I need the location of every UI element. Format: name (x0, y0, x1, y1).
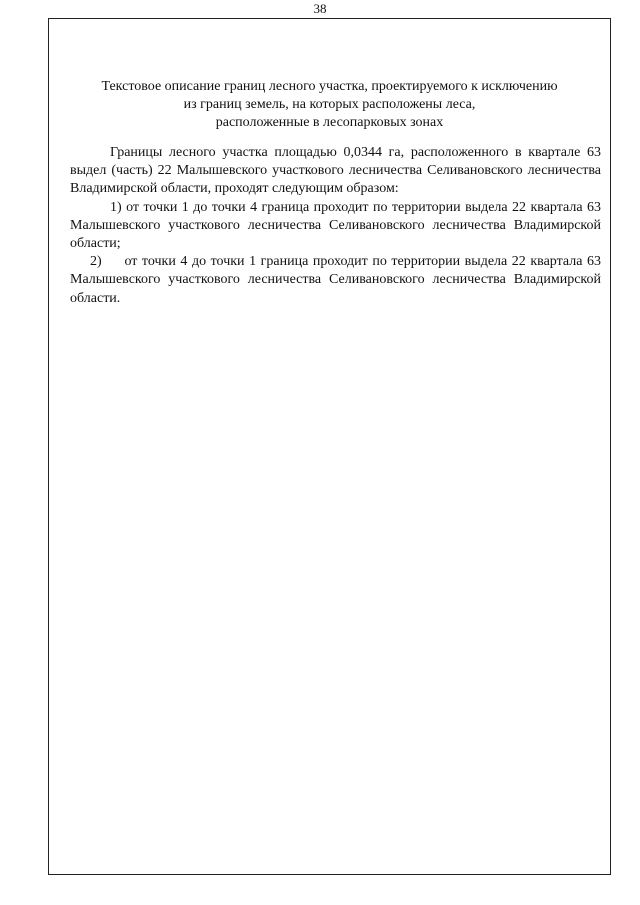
document-body (70, 144, 601, 308)
heading-line-3: расположенные в лесопарковых зонах (215, 115, 444, 130)
page-number: 38 (313, 1, 327, 16)
heading-line-2: из границ земель, на которых расположены леса, (183, 97, 476, 112)
intro-paragraph: Границы лесного участка площадью 0,0344 га, расположенного в квартале 63 выдел (часть) 22 Малышевского участкового лесничества Селивановского лесничества Владимирской области, проходят следующим образом: (70, 145, 601, 197)
document-heading (48, 78, 611, 132)
heading-line-1: Текстовое описание границ лесного участка, проектируемого к исключению (101, 79, 558, 94)
boundary-item-1: 1) от точки 1 до точки 4 граница проходит по территории выдела 22 квартала 63 Малышевского участкового лесничества Селивановского лесничества Владимирской области; (70, 199, 601, 252)
boundary-item-2: 2) от точки 4 до точки 1 граница проходит по территории выдела 22 квартала 63 Малышевского участкового лесничества Селивановского лесничества Владимирской области. (70, 254, 601, 306)
